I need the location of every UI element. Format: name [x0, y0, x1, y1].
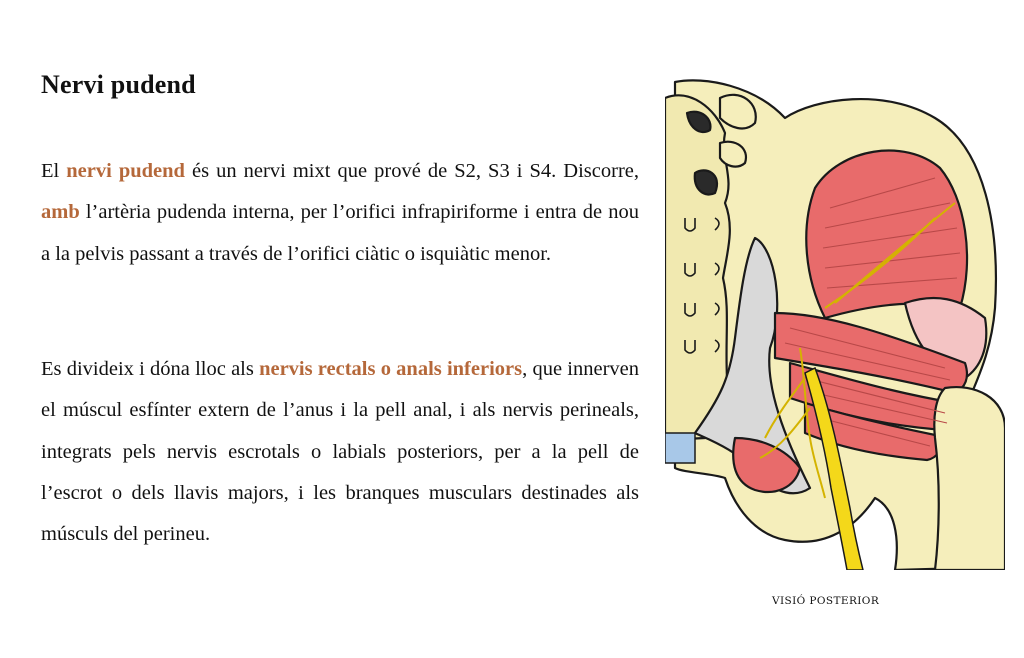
gluteus-muscle [806, 151, 967, 318]
paragraph-text: l’artèria pudenda interna, per l’orifici infrapiriforme i entra de nou a la pelvis passant a través de l’orifici ciàtic o isquiàtic menor. [41, 201, 639, 265]
femur [934, 387, 1005, 570]
paragraph-origin [41, 151, 639, 275]
paragraph-text: , que innerven el múscul esfínter extern de l’anus i la pell anal, i als nervis perineals, integrats pels nervis escrotals o labials posteriors, per a la pell de l’escrot o dels llavis majors, i les branques musculars destinades als músculs del perineu. [41, 358, 639, 546]
link-nervis-rectals[interactable]: nervis rectals o anals inferiors [259, 358, 523, 380]
paragraph-text: El [41, 160, 67, 182]
paragraph-text: és un nervi mixt que prové de S2, S3 i S4. Discorre, [184, 160, 640, 182]
paragraph-text: Es divideix i dóna lloc als [41, 358, 260, 380]
link-amb[interactable]: amb [41, 201, 80, 224]
anatomy-illustration [665, 78, 1005, 570]
figure-caption: VISIÓ POSTERIOR [772, 595, 880, 607]
page-title: Nervi pudend [41, 70, 196, 99]
link-nervi-pudend[interactable]: nervi pudend [66, 160, 185, 182]
paragraph-branches [41, 349, 639, 555]
